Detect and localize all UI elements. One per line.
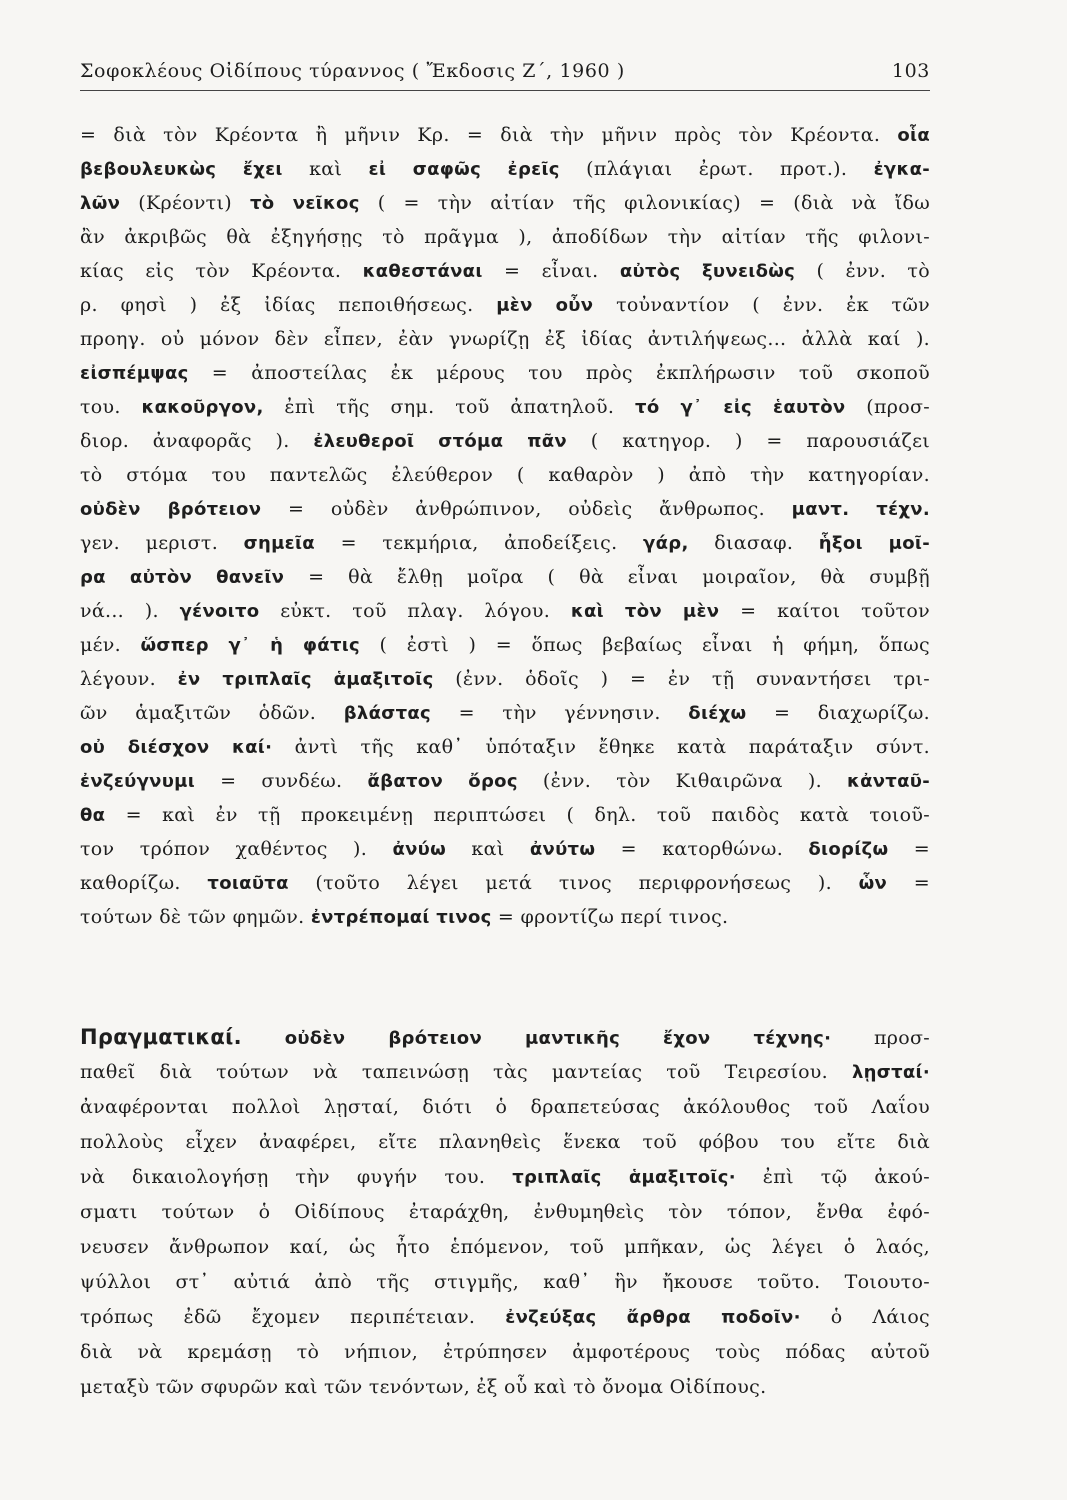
gloss-text: = διὰ τὸν Κρέοντα ἢ μῆνιν Κρ. = διὰ τὴν μῆνιν πρὸς τὸν Κρέοντα. — [80, 124, 898, 146]
lemma-term: κακοῦργον, — [141, 397, 264, 418]
gloss-text: = τὴν γέννησιν. — [431, 702, 689, 724]
page-number: 103 — [891, 60, 930, 82]
lemma-term: οὐδὲν βρότειον — [80, 499, 262, 520]
text-line — [80, 696, 930, 730]
lemma-term: ἐντρέπομαί τινος — [310, 907, 492, 928]
gloss-text: του. — [80, 396, 142, 418]
text-line — [80, 424, 930, 458]
text-line — [80, 1160, 930, 1195]
header-title: Σοφοκλέους Οἰδίπους τύραννος ( Ἔκδοσις Ζ΄, 1960 ) — [80, 60, 625, 82]
lemma-term: ἧξοι μοῖ- — [818, 533, 930, 554]
lemma-term: μὲν οὖν — [496, 295, 594, 316]
gloss-text: (προσ- — [845, 396, 930, 418]
text-line — [80, 322, 930, 356]
text-line — [80, 390, 930, 424]
text-line — [80, 730, 930, 764]
lemma-term: γάρ, — [643, 533, 689, 554]
lemma-term: οὐδὲν βρότειον μαντικῆς ἔχον τέχνης· — [284, 1028, 832, 1049]
lemma-term: λῶν — [80, 193, 121, 214]
lemma-term: κἀνταῦ- — [846, 771, 930, 792]
gloss-text: σματι τούτων ὁ Οἰδίπους ἐταράχθη, ἐνθυμηθεὶς τὸν τόπον, ἔνθα ἐφό- — [80, 1201, 930, 1223]
section-heading: Πραγματικαί. — [80, 1025, 242, 1049]
gloss-text: καὶ — [282, 158, 369, 180]
gloss-text: (Κρέοντι) — [120, 192, 251, 214]
gloss-text — [242, 1027, 285, 1049]
lemma-term: διορίζω — [808, 839, 889, 860]
gloss-text: ἐπὶ τῷ ἀκού- — [735, 1166, 930, 1188]
gloss-text: νά... ). — [80, 600, 180, 622]
gloss-text: ( ἐστὶ ) = ὅπως βεβαίως εἶναι ἡ φήμη, ὅπως — [360, 634, 930, 656]
gloss-text: = καίτοι τοῦτον — [719, 600, 930, 622]
gloss-text: τον τρόπον χαθέντος ). — [80, 838, 393, 860]
gloss-text: = οὐδὲν ἀνθρώπινον, οὐδεὶς ἄνθρωπος. — [261, 498, 792, 520]
gloss-text: = τεκμήρια, ἀποδείξεις. — [314, 532, 644, 554]
gloss-text: ρ. φησὶ ) ἐξ ἰδίας πεποιθήσεως. — [80, 294, 497, 316]
text-line — [80, 1195, 930, 1230]
gloss-text: (τοῦτο λέγει μετά τινος περιφρονήσεως ). — [288, 872, 859, 894]
text-line — [80, 152, 930, 186]
lemma-term: εἰ σαφῶς ἐρεῖς — [368, 159, 560, 180]
lemma-term: τοιαῦτα — [207, 873, 289, 894]
gloss-text: = — [887, 872, 930, 894]
text-line — [80, 594, 930, 628]
gloss-text: διορ. ἀναφορᾶς ). — [80, 430, 314, 452]
text-line — [80, 186, 930, 220]
lemma-term: καθεστάναι — [362, 261, 483, 282]
gloss-text: = συνδέω. — [195, 770, 368, 792]
lemma-term: ὥσπερ γ᾽ ἡ φάτις — [140, 635, 361, 656]
text-line — [80, 662, 930, 696]
text-line — [80, 118, 930, 152]
text-line — [80, 832, 930, 866]
gloss-text: τὸ στόμα του παντελῶς ἐλεύθερον ( καθαρὸν ) ἀπὸ τὴν κατηγορίαν. — [80, 464, 930, 486]
lemma-term: ἐνζεύγνυμι — [80, 771, 196, 792]
gloss-text: ὁ Λάιος — [800, 1306, 930, 1328]
text-line — [80, 560, 930, 594]
text-line — [80, 798, 930, 832]
lemma-term: μαντ. τέχν. — [791, 499, 930, 520]
lemma-term: ἄβατον ὄρος — [367, 771, 518, 792]
text-line — [80, 900, 930, 934]
gloss-text: (ἐνν. ὁδοῖς ) = ἐν τῇ συναντήσει τρι- — [433, 668, 930, 690]
gloss-text: προσ- — [831, 1027, 930, 1049]
text-line — [80, 764, 930, 798]
lemma-term: ἐγκα- — [873, 159, 930, 180]
lemma-term: διέχω — [688, 703, 747, 724]
gloss-text: ἂν ἀκριβῶς θὰ ἐξηγήσῃς τὸ πρᾶγμα ), ἀποδίδων τὴν αἰτίαν τῆς φιλονι- — [80, 226, 930, 248]
text-line — [80, 288, 930, 322]
lemma-term: αὐτὸς ξυνειδὼς — [619, 261, 796, 282]
text-line — [80, 1230, 930, 1265]
text-line — [80, 1335, 930, 1370]
gloss-text: διασαφ. — [688, 532, 819, 554]
gloss-text: λέγουν. — [80, 668, 178, 690]
text-line — [80, 1020, 930, 1055]
gloss-text: ψύλλοι στ᾽ αὐτιά ἀπὸ τῆς στιγμῆς, καθ᾽ ἣν ἤκουσε τοῦτο. Τοιουτο- — [80, 1271, 930, 1293]
gloss-text: πολλοὺς εἶχεν ἀναφέρει, εἴτε πλανηθεὶς ἕνεκα τοῦ φόβου του εἴτε διὰ — [80, 1131, 930, 1153]
lemma-term: λῃσταί· — [851, 1062, 930, 1083]
gloss-text: καὶ — [446, 838, 530, 860]
text-line — [80, 492, 930, 526]
running-header — [80, 60, 930, 91]
lemma-term: ἐνζεύξας ἄρθρα ποδοῖν· — [505, 1307, 801, 1328]
commentary-notes — [80, 118, 930, 934]
gloss-text: τούτων δὲ τῶν φημῶν. — [80, 906, 311, 928]
gloss-text: (πλάγιαι ἐρωτ. προτ.). — [559, 158, 874, 180]
lemma-term: βλάστας — [343, 703, 432, 724]
lemma-term: ρα αὐτὸν θανεῖν — [80, 567, 285, 588]
gloss-text: ἀντὶ τῆς καθ᾽ ὑπόταξιν ἔθηκε κατὰ παράταξιν σύντ. — [272, 736, 930, 758]
gloss-text: γεν. μεριστ. — [80, 532, 244, 554]
text-line — [80, 526, 930, 560]
text-line — [80, 1090, 930, 1125]
lemma-term: καὶ τὸν μὲν — [570, 601, 720, 622]
gloss-text: τρόπως ἐδῶ ἔχομεν περιπέτειαν. — [80, 1306, 506, 1328]
gloss-text: = κατορθώνω. — [595, 838, 809, 860]
gloss-text: ἀναφέρονται πολλοὶ λῃσταί, διότι ὁ δραπετεύσας ἀκόλουθος τοῦ Λαΐου — [80, 1096, 930, 1118]
gloss-text: ( κατηγορ. ) = παρουσιάζει — [566, 430, 930, 452]
lemma-term: ὧν — [858, 873, 888, 894]
lemma-term: ἐν τριπλαῖς ἁμαξιτοῖς — [177, 669, 434, 690]
lemma-term: εἰσπέμψας — [80, 363, 189, 384]
lemma-term: γένοιτο — [179, 601, 260, 622]
gloss-text: = διαχωρίζω. — [746, 702, 930, 724]
gloss-text: = καὶ ἐν τῇ προκειμένῃ περιπτώσει ( δηλ. τοῦ παιδὸς κατὰ τοιοῦ- — [105, 804, 930, 826]
text-line — [80, 628, 930, 662]
lemma-term: θα — [80, 805, 106, 826]
gloss-text: ( = τὴν αἰτίαν τῆς φιλονικίας) = (διὰ νὰ ἴδω — [359, 192, 930, 214]
lemma-term: ἀνύτω — [529, 839, 596, 860]
text-line — [80, 1370, 930, 1405]
text-line — [80, 1055, 930, 1090]
lemma-term: τό γ᾽ εἰς ἑαυτὸν — [635, 397, 846, 418]
lemma-term: σημεῖα — [243, 533, 315, 554]
lemma-term: οὐ διέσχον καί· — [80, 737, 273, 758]
gloss-text: προηγ. οὐ μόνον δὲν εἶπεν, ἐὰν γνωρίζῃ ἐξ ἰδίας ἀντιλήψεως... ἀλλὰ καί ). — [80, 328, 930, 350]
gloss-text: κίας εἰς τὸν Κρέοντα. — [80, 260, 363, 282]
text-line — [80, 220, 930, 254]
lemma-term: οἷα — [897, 125, 930, 146]
text-line — [80, 254, 930, 288]
lemma-term: τριπλαῖς ἁμαξιτοῖς· — [512, 1167, 736, 1188]
gloss-text: ( ἐνν. τὸ — [795, 260, 930, 282]
gloss-text: εὐκτ. τοῦ πλαγ. λόγου. — [259, 600, 571, 622]
gloss-text: μεταξὺ τῶν σφυρῶν καὶ τῶν τενόντων, ἐξ οὗ καὶ τὸ ὄνομα Οἰδίπους. — [80, 1376, 767, 1398]
gloss-text: ῶν ἁμαξιτῶν ὁδῶν. — [80, 702, 344, 724]
text-line — [80, 356, 930, 390]
gloss-text: = φροντίζω περί τινος. — [491, 906, 729, 928]
gloss-text: καθορίζω. — [80, 872, 208, 894]
lemma-term: τὸ νεῖκος — [250, 193, 360, 214]
text-line — [80, 866, 930, 900]
gloss-text: νὰ δικαιολογήσῃ τὴν φυγήν του. — [80, 1166, 513, 1188]
lemma-term: ἀνύω — [392, 839, 447, 860]
text-line — [80, 458, 930, 492]
text-line — [80, 1265, 930, 1300]
gloss-text: = — [888, 838, 930, 860]
gloss-text: παθεῖ διὰ τούτων νὰ ταπεινώσῃ τὰς μαντείας τοῦ Τειρεσίου. — [80, 1061, 852, 1083]
gloss-text: (ἐνν. τὸν Κιθαιρῶνα ). — [517, 770, 847, 792]
gloss-text: μέν. — [80, 634, 141, 656]
factual-notes — [80, 1020, 930, 1405]
gloss-text: ἐπὶ τῆς σημ. τοῦ ἀπατηλοῦ. — [263, 396, 636, 418]
text-line — [80, 1125, 930, 1160]
lemma-term: βεβουλευκὼς ἔχει — [80, 159, 283, 180]
lemma-term: ἐλευθεροῖ στόμα πᾶν — [313, 431, 567, 452]
gloss-text: διὰ νὰ κρεμάσῃ τὸ νήπιον, ἐτρύπησεν ἀμφοτέρους τοὺς πόδας αὐτοῦ — [80, 1341, 930, 1363]
gloss-text: = θὰ ἔλθῃ μοῖρα ( θὰ εἶναι μοιραῖον, θὰ συμβῇ — [284, 566, 930, 588]
gloss-text: = ἀποστείλας ἐκ μέρους του πρὸς ἐκπλήρωσιν τοῦ σκοποῦ — [188, 362, 930, 384]
text-line — [80, 1300, 930, 1335]
gloss-text: = εἶναι. — [482, 260, 620, 282]
gloss-text: τοὐναντίον ( ἐνν. ἐκ τῶν — [593, 294, 930, 316]
gloss-text: νευσεν ἄνθρωπον καί, ὡς ἦτο ἑπόμενον, τοῦ μπῆκαν, ὡς λέγει ὁ λαός, — [80, 1236, 930, 1258]
